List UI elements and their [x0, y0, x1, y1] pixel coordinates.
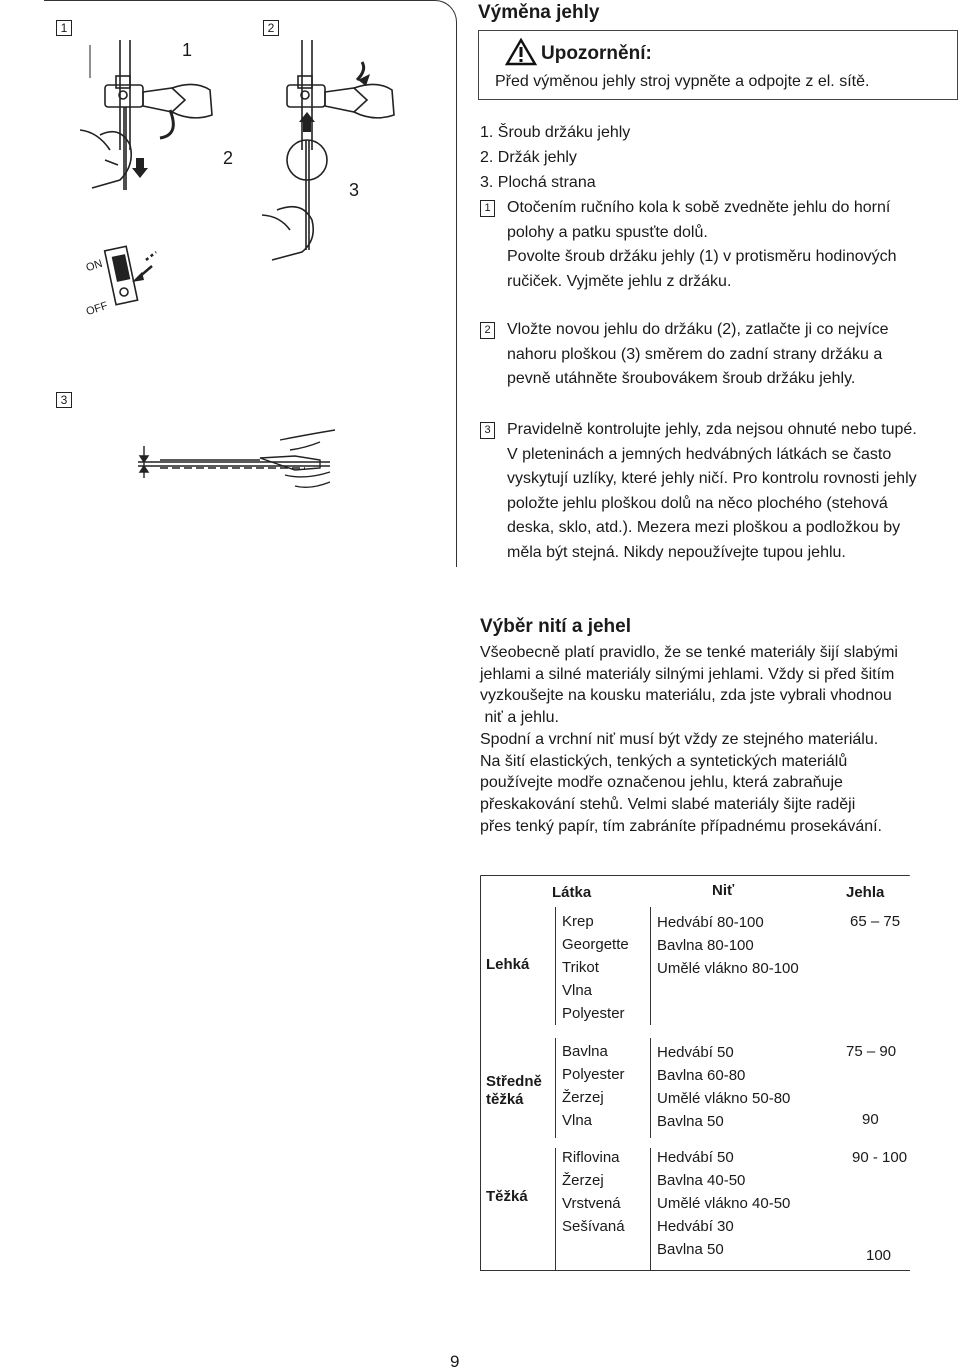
fabric-item: Georgette [562, 936, 629, 953]
category-medium: Středně těžká [486, 1073, 542, 1108]
warning-title: Upozornění: [541, 43, 652, 64]
needle-holder-illustration-1 [80, 40, 230, 215]
section-2-body [480, 642, 950, 837]
fabric-list [562, 1146, 625, 1238]
col-divider [650, 1038, 651, 1138]
section-title-needle-change: Výměna jehly [478, 2, 600, 23]
step-2-text [480, 318, 889, 392]
thread-item: Bavlna 60-80 [657, 1067, 746, 1084]
step-1-line: Povolte šroub držáku jehly (1) v protisměru hodinových [507, 248, 897, 265]
step-1-line: Otočením ručního kola k sobě zvedněte jehlu do horní [507, 199, 891, 216]
category-light: Lehká [486, 956, 530, 973]
section-title-thread-needle: Výběr nití a jehel [480, 616, 631, 637]
body-line: vyzkoušejte na kousku materiálu, zda jste vybrali vhodnou [480, 687, 892, 705]
fabric-item: Sešívaná [562, 1218, 625, 1235]
thread-item: Hedvábí 50 [657, 1149, 734, 1166]
switch-off-label: OFF [84, 299, 110, 319]
header-fabric: Látka [552, 884, 592, 901]
body-line: používejte modře označenou jehlu, která zabraňuje [480, 774, 843, 792]
thread-item: Hedvábí 80-100 [657, 914, 764, 931]
step-3-line: položte jehlu ploškou dolů na něco plochého (stehová [507, 494, 888, 512]
step-2-line: Vložte novou jehlu do držáku (2), zatlačte ji co nejvíce [507, 321, 889, 338]
parts-list-item: 2. Držák jehly [480, 149, 577, 166]
step-3-text [480, 418, 917, 565]
body-line: Všeobecně platí pravidlo, že se tenké materiály šijí slabými [480, 644, 898, 661]
fabric-item: Vlna [562, 982, 593, 999]
step-2-box: 2 [480, 322, 495, 339]
col-divider [650, 907, 651, 1025]
thread-item: Bavlna 50 [657, 1241, 724, 1258]
body-line: Na šití elastických, tenkých a syntetických materiálů [480, 752, 848, 770]
fabric-item: Žerzej [562, 1172, 604, 1189]
thread-item: Bavlna 80-100 [657, 937, 754, 954]
body-line: niť a jehlu. [480, 709, 559, 727]
thread-item: Bavlna 40-50 [657, 1172, 746, 1189]
step-3-line: V pleteninách a jemných hedvábných látkách se často [507, 445, 892, 463]
fabric-item: Vrstvená [562, 1195, 621, 1212]
step-1-line: polohy a patku spusťte dolů. [507, 223, 708, 241]
fabric-item: Vlna [562, 1112, 593, 1129]
needle-size: 100 [866, 1247, 892, 1264]
body-line: přeskakování stehů. Velmi slabé materiály šijte raději [480, 795, 856, 813]
needle-flat-surface-illustration [130, 420, 350, 500]
table-left-line [480, 876, 481, 1270]
parts-list-item: 3. Plochá strana [480, 174, 596, 191]
body-line: přes tenký papír, tím zabráníte případnému prosekávání. [480, 817, 882, 835]
figure-box-2: 2 [263, 20, 279, 36]
fabric-item: Bavlna [562, 1043, 608, 1060]
warning-triangle-icon [505, 38, 537, 66]
col-divider [555, 1148, 556, 1270]
needle-size: 90 [862, 1111, 879, 1128]
thread-item: Umělé vlákno 80-100 [657, 960, 799, 977]
switch-on-label: ON [84, 257, 104, 275]
col-divider [555, 907, 556, 1025]
thread-item: Hedvábí 30 [657, 1218, 734, 1235]
needle-size: 65 – 75 [850, 913, 901, 930]
thread-list [657, 1041, 790, 1133]
col-divider [555, 1038, 556, 1138]
callout-1: 1 [182, 40, 193, 60]
fabric-item: Polyester [562, 1005, 625, 1022]
step-3-box: 3 [480, 422, 495, 439]
table-top-line [480, 875, 910, 876]
step-3-line: vyskytují uzlíky, které jehly ničí. Pro kontrolu rovnosti jehly [507, 470, 917, 487]
header-needle: Jehla [846, 884, 885, 901]
col-divider [650, 1148, 651, 1270]
step-1-line: ručiček. Vyjměte jehlu z držáku. [507, 272, 732, 290]
body-line: jehlami a silné materiály silnými jehlami. Vždy si před šitím [480, 665, 895, 683]
thread-item: Umělé vlákno 40-50 [657, 1195, 791, 1212]
parts-list-item: 1. Šroub držáku jehly [480, 124, 631, 141]
fabric-item: Krep [562, 913, 594, 930]
header-thread: Niť [712, 882, 735, 899]
callout-2: 2 [223, 148, 234, 168]
figure-box-1: 1 [56, 20, 72, 36]
fabric-list [562, 1040, 625, 1132]
body-line: Spodní a vrchní niť musí být vždy ze stejného materiálu. [480, 730, 879, 748]
step-1-box: 1 [480, 200, 495, 217]
fabric-item: Žerzej [562, 1089, 604, 1106]
thread-list [657, 911, 799, 980]
fabric-list [562, 910, 629, 1025]
fabric-item: Polyester [562, 1066, 625, 1083]
thread-item: Hedvábí 50 [657, 1044, 734, 1061]
step-1-text [480, 196, 897, 294]
warning-box [478, 30, 958, 100]
thread-item: Bavlna 50 [657, 1113, 724, 1130]
step-2-line: nahoru ploškou (3) směrem do zadní strany držáku a [507, 345, 883, 363]
parts-list [480, 120, 630, 195]
fabric-item: Riflovina [562, 1149, 620, 1166]
category-heavy: Těžká [486, 1188, 528, 1205]
thread-item: Umělé vlákno 50-80 [657, 1090, 791, 1107]
page-number: 9 [450, 1352, 460, 1371]
fabric-item: Trikot [562, 959, 599, 976]
step-3-line: deska, sklo, atd.). Mezera mezi ploškou a podložkou by [507, 519, 901, 536]
thread-list [657, 1146, 790, 1261]
needle-size: 90 - 100 [852, 1149, 908, 1166]
step-3-line: Pravidelně kontrolujte jehly, zda nejsou ohnuté nebo tupé. [507, 421, 917, 438]
needle-size: 75 – 90 [846, 1043, 897, 1060]
needle-holder-illustration-2 [262, 40, 412, 270]
step-2-line: pevně utáhněte šroubovákem šroub držáku jehly. [507, 370, 856, 387]
warning-text: Před výměnou jehly stroj vypněte a odpojte z el. sítě. [495, 73, 870, 90]
step-3-line: měla být stejná. Nikdy nepoužívejte tupou jehlu. [507, 543, 846, 561]
callout-3: 3 [349, 180, 360, 200]
table-bottom-line [480, 1270, 910, 1271]
figure-box-3: 3 [56, 392, 72, 408]
